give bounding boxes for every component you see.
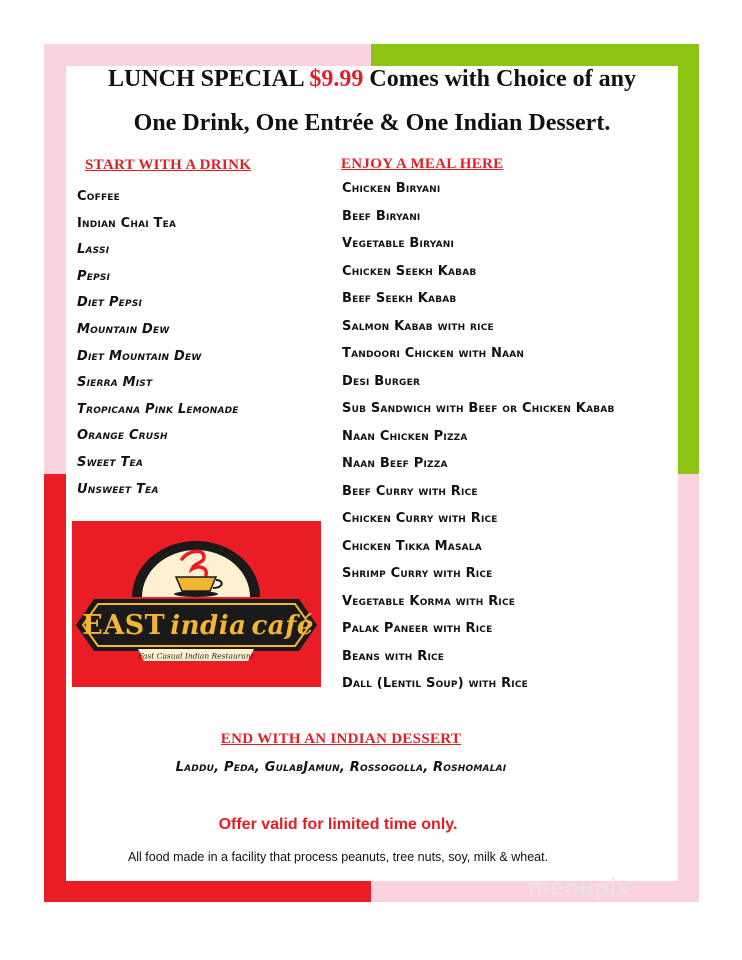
list-item: Naan Beef Pizza xyxy=(342,456,448,471)
east-india-cafe-logo xyxy=(72,521,321,687)
logo-graphic xyxy=(72,521,321,687)
meal-list xyxy=(342,178,615,701)
dessert-items: Laddu, Peda, GulabJamun, Rossogolla, Roshomalai xyxy=(175,760,507,775)
list-item: Palak Paneer with Rice xyxy=(342,621,493,636)
list-item: Chicken Seekh Kabab xyxy=(342,263,477,279)
list-item: Diet Mountain Dew xyxy=(77,348,202,364)
list-item: Desi Burger xyxy=(342,373,421,389)
list-item: Coffee xyxy=(77,189,120,204)
offer-note: Offer valid for limited time only. xyxy=(218,816,458,833)
logo-word-india: india xyxy=(170,611,247,641)
list-item: Vegetable Korma with Rice xyxy=(342,593,516,609)
list-item: Sub Sandwich with Beef or Chicken Kabab xyxy=(342,401,615,416)
dessert-heading: END WITH AN INDIAN DESSERT xyxy=(220,731,462,747)
list-item: Beef Biryani xyxy=(342,208,421,224)
lunch-price: $9.99 xyxy=(309,66,364,92)
list-item: Orange Crush xyxy=(77,428,168,444)
list-item: Chicken Tikka Masala xyxy=(342,538,482,554)
list-item: Diet Pepsi xyxy=(77,295,143,311)
list-item: Chicken Curry with Rice xyxy=(342,511,498,526)
list-item: Mountain Dew xyxy=(77,321,170,337)
list-item: Dall (Lentil Soup) with Rice xyxy=(342,676,528,691)
allergy-note: All food made in a facility that process peanuts, tree nuts, soy, milk & wheat. xyxy=(127,850,549,864)
headline-line-1 xyxy=(66,66,678,93)
list-item: Shrimp Curry with Rice xyxy=(342,566,493,581)
list-item: Lassi xyxy=(77,242,110,258)
list-item: Vegetable Biryani xyxy=(342,236,455,251)
menupix-watermark: menupix xyxy=(528,876,631,901)
list-item: Salmon Kabab with rice xyxy=(342,318,494,334)
logo-word-east: EAST xyxy=(82,610,166,641)
list-item: Naan Chicken Pizza xyxy=(342,428,468,444)
list-item: Sweet Tea xyxy=(77,454,144,470)
logo-word-cafe: café xyxy=(251,611,314,641)
logo-tagline: Fast Casual Indian Restaurant xyxy=(138,651,254,661)
list-item: Beef Seekh Kabab xyxy=(342,291,457,306)
headline-suffix: Comes with Choice of any xyxy=(363,66,637,92)
drink-list xyxy=(77,186,239,505)
list-item: Beans with Rice xyxy=(342,648,445,664)
list-item: Sierra Mist xyxy=(77,375,153,391)
list-item: Tandoori Chicken with Naan xyxy=(342,346,525,361)
list-item: Beef Curry with Rice xyxy=(342,483,478,499)
list-item: Tropicana Pink Lemonade xyxy=(77,401,239,417)
headline-prefix: LUNCH SPECIAL xyxy=(107,66,310,92)
list-item: Chicken Biryani xyxy=(342,181,441,196)
list-item: Pepsi xyxy=(77,268,111,284)
list-item: Indian Chai Tea xyxy=(77,215,177,231)
headline-line-2: One Drink, One Entrée & One Indian Dessert. xyxy=(133,110,611,136)
drinks-heading: START WITH A DRINK xyxy=(85,157,252,173)
meals-heading: ENJOY A MEAL HERE xyxy=(341,156,504,172)
svg-text:EASTindiacafé xyxy=(82,610,314,641)
list-item: Unsweet Tea xyxy=(77,481,159,497)
